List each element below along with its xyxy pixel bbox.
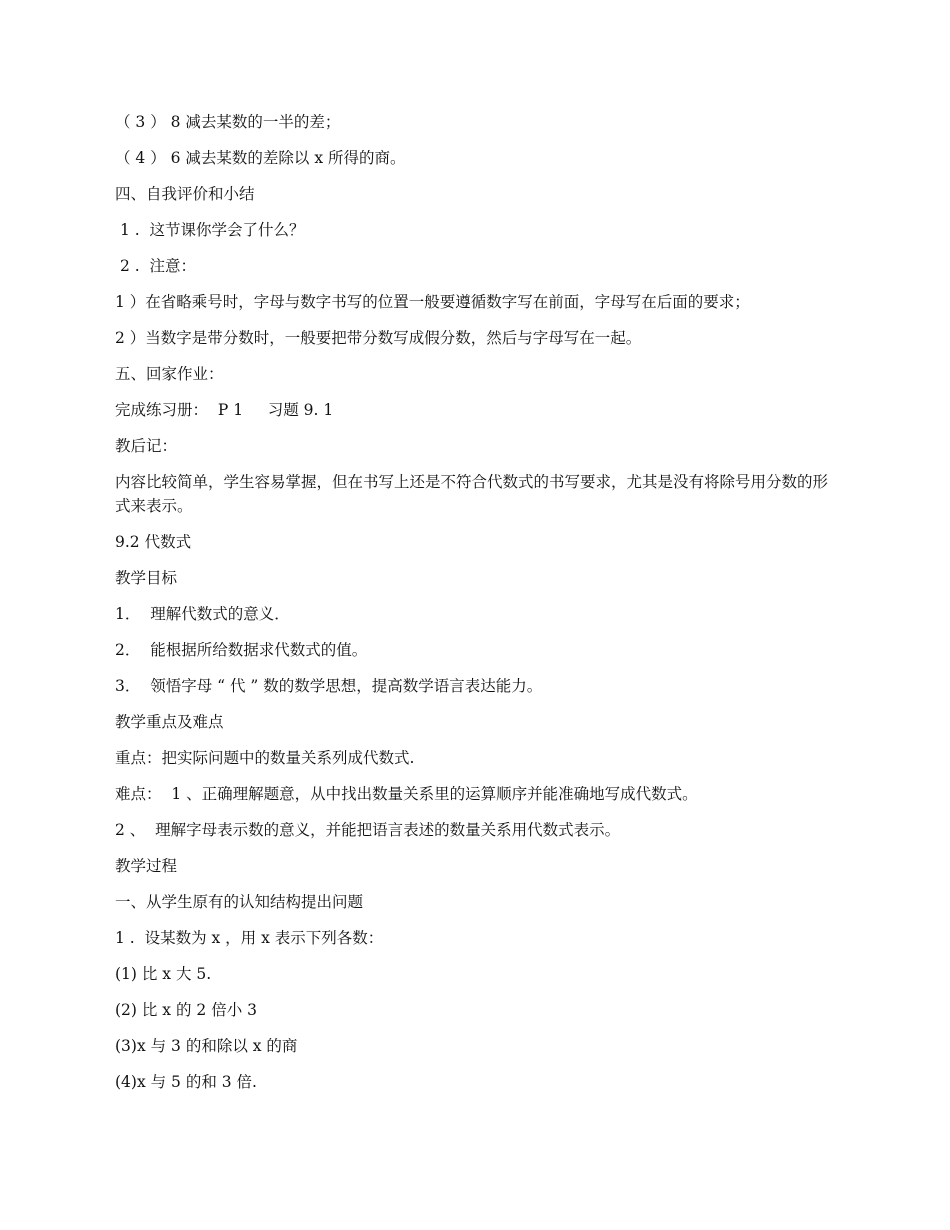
key-point: 重点：把实际问题中的数量关系列成代数式. [115,749,415,767]
heading-teaching-goals: 教学目标 [115,569,178,587]
section-heading-self-evaluation: 四、自我评价和小结 [115,185,255,203]
text-line-10: 教后记： [115,437,178,455]
exercise-1: (1) 比 x 大 5. [115,965,212,983]
text-line-6: 1 ）在省略乘号时，字母与数字书写的位置一般要遵循数字写在前面，字母写在后面的要求； [115,293,750,311]
process-step-1: 一、从学生原有的认知结构提出问题 [115,893,364,911]
text-line-5: 2 . 注意： [115,257,197,275]
goal-1: 1． 理解代数式的意义． [115,605,290,623]
exercise-intro: 1 . 设某数为 x ，用 x 表示下列各数： [115,929,384,947]
text-line-7: 2 ）当数字是带分数时，一般要把带分数写成假分数，然后与字母写在一起。 [115,329,642,347]
difficulty-1: 难点： 1 、正确理解题意，从中找出数量关系里的运算顺序并能准确地写成代数式。 [115,785,698,803]
section-title-9-2: 9.2 代数式 [115,533,192,551]
text-line-4: 1 . 这节课你学会了什么？ [115,221,305,239]
goal-3: 3． 领悟字母 “ 代 ” 数的数学思想，提高数学语言表达能力。 [115,677,543,695]
exercise-3: (3)x 与 3 的和除以 x 的商 [115,1037,298,1055]
text-line-9: 完成练习册： P 1 习题 9. 1 [115,401,334,419]
difficulty-2: 2 、 理解字母表示数的意义，并能把语言表述的数量关系用代数式表示。 [115,821,621,839]
text-line-2: （ 4 ） 6 减去某数的差除以 x 所得的商。 [115,149,406,167]
exercise-4: (4)x 与 5 的和 3 倍. [115,1073,257,1091]
text-line-1: （ 3 ） 8 减去某数的一半的差； [115,113,341,131]
text-line-11: 内容比较简单，学生容易掌握，但在书写上还是不符合代数式的书写要求，尤其是没有将除号用分数的形式来表示。 [115,473,829,515]
heading-key-points: 教学重点及难点 [115,713,224,731]
document-page [115,110,843,1106]
exercise-2: (2) 比 x 的 2 倍小 3 [115,1001,257,1019]
section-heading-homework: 五、回家作业： [115,365,224,383]
heading-teaching-process: 教学过程 [115,857,178,875]
goal-2: 2． 能根据所给数据求代数式的值。 [115,641,368,659]
